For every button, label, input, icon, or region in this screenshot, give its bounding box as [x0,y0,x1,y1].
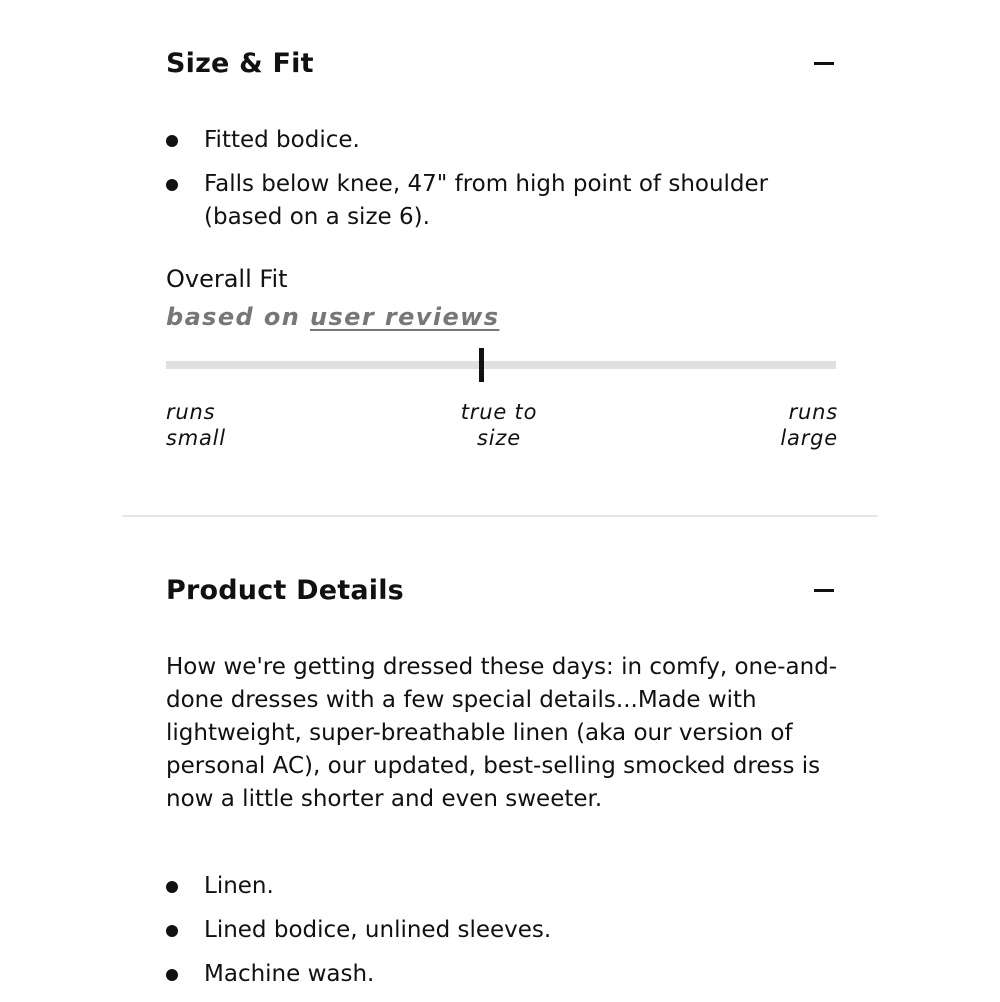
minus-icon [814,589,834,592]
list-item-text: Falls below knee, 47" from high point of shoulder (based on a size 6). [204,171,769,230]
subtitle-prefix: based on [166,303,301,331]
size-fit-header[interactable] [166,44,836,84]
product-description: How we're getting dressed these days: in comfy, one-and-done dresses with a few special details...Made with lightweight, super-breathable linen (aka our version of personal AC), our updated, best-selling smocked dress is now a little shorter and even sweeter. [166,654,838,812]
minus-icon [814,62,834,65]
scale-label-runs-large: runs large [780,400,838,450]
list-item-text: Fitted bodice. [204,127,360,153]
fit-scale-track [166,361,836,369]
list-item [166,168,846,234]
list-item-text: Lined bodice, unlined sleeves. [204,917,552,943]
size-fit-collapse-button[interactable] [812,52,836,76]
bullet-dot-icon [166,179,178,191]
size-fit-bullet-list [166,124,846,245]
list-item-text: Machine wash. [204,961,375,987]
product-details-collapse-button[interactable] [812,579,836,603]
scale-label-runs-small: runs small [166,400,226,450]
bullet-dot-icon [166,135,178,147]
fit-scale-marker [479,348,484,382]
bullet-dot-icon [166,969,178,981]
product-details-bullet-list [166,870,846,1002]
list-item-text: Linen. [204,873,274,899]
overall-fit-title: Overall Fit [166,265,288,293]
list-item [166,914,846,947]
scale-label-true-to-size: true to size [460,400,538,450]
list-item [166,870,846,903]
size-fit-title: Size & Fit [166,48,314,79]
bullet-dot-icon [166,881,178,893]
user-reviews-link[interactable]: user reviews [310,303,500,331]
overall-fit-subtitle [166,300,499,334]
bullet-dot-icon [166,925,178,937]
list-item [166,958,846,991]
section-divider [122,515,878,517]
product-details-title: Product Details [166,575,404,606]
product-details-header[interactable] [166,571,836,611]
list-item [166,124,846,157]
